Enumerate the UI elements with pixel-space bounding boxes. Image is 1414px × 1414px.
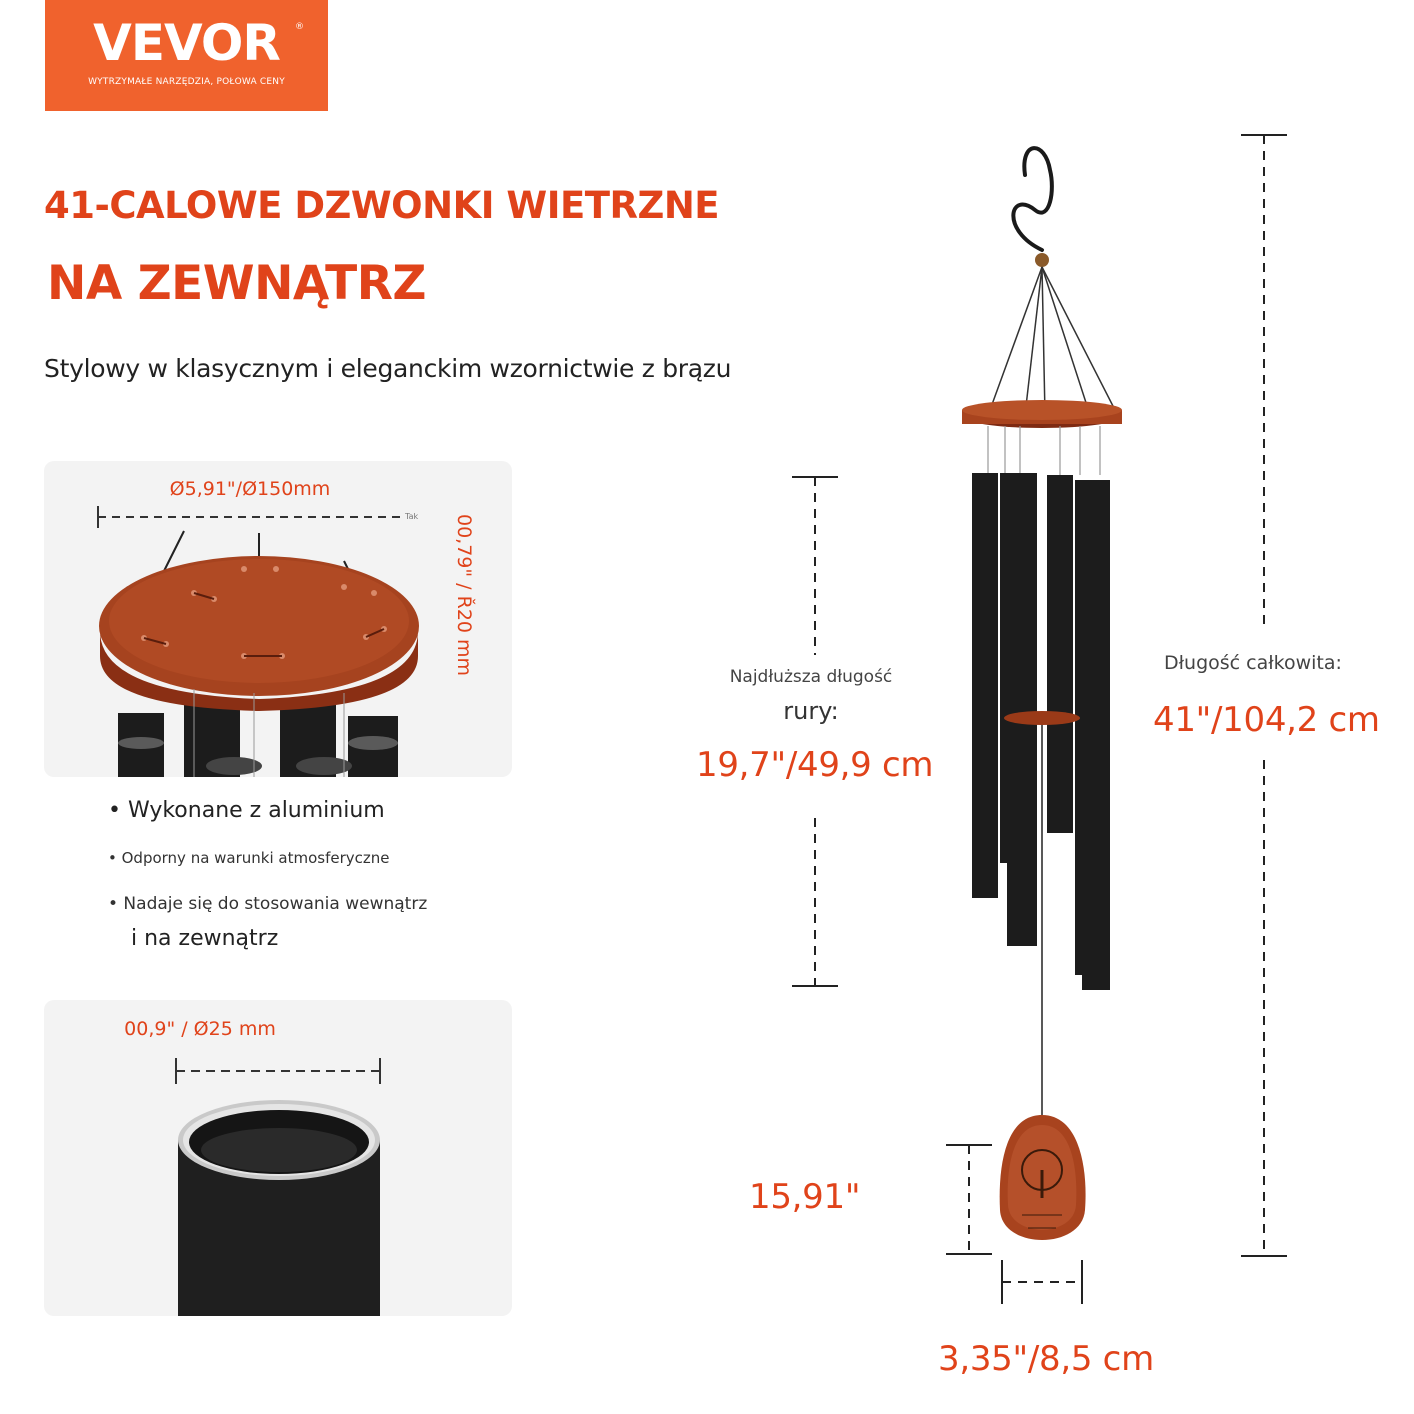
page-title-line2: NA ZEWNĄTRZ [47,256,426,311]
logo-brand: VEVOR [93,14,280,72]
logo-registered: ® [295,22,304,32]
ring-detail-panel [44,461,512,777]
sail-width-value: 3,35"/8,5 cm [938,1339,1154,1379]
page-title: 41-CALOWE DZWONKI WIETRZNE [44,184,720,227]
bullet-indoor-outdoor-cont: i na zewnątrz [131,926,279,951]
bullet-weatherproof: • Odporny na warunki atmosferyczne [108,849,390,867]
bullet-aluminium: • Wykonane z aluminium [108,798,385,823]
total-length-label: Długość całkowita: [1164,652,1342,674]
ring-thickness-wrap [454,514,474,694]
bullet-indoor-outdoor: • Nadaje się do stosowania wewnątrz [108,894,428,914]
ring-diameter-label: Ø5,91"/Ø150mm [169,478,331,500]
vevor-logo [45,0,328,111]
total-length-value: 41"/104,2 cm [1153,700,1380,740]
tube-diameter-label: 00,9" / Ø25 mm [124,1018,276,1040]
logo-tagline: WYTRZYMAŁE NARZĘDZIA, POŁOWA CENY [88,77,285,87]
page-subtitle: Stylowy w klasycznym i eleganckim wzornictwie z brązu [44,354,732,383]
tiny-label: Tak [405,512,419,521]
longest-tube-value: 19,7"/49,9 cm [696,745,934,785]
longest-tube-label: Najdłuższa długość [729,667,893,687]
sail-height-value: 15,91" [749,1177,861,1217]
ring-illustration [44,461,512,777]
tube-illustration [44,1000,512,1316]
ring-thickness-label: 00,79" / Ř20 mm [453,514,475,677]
longest-tube-label-2: rury: [783,697,839,725]
tube-detail-panel [44,1000,512,1316]
